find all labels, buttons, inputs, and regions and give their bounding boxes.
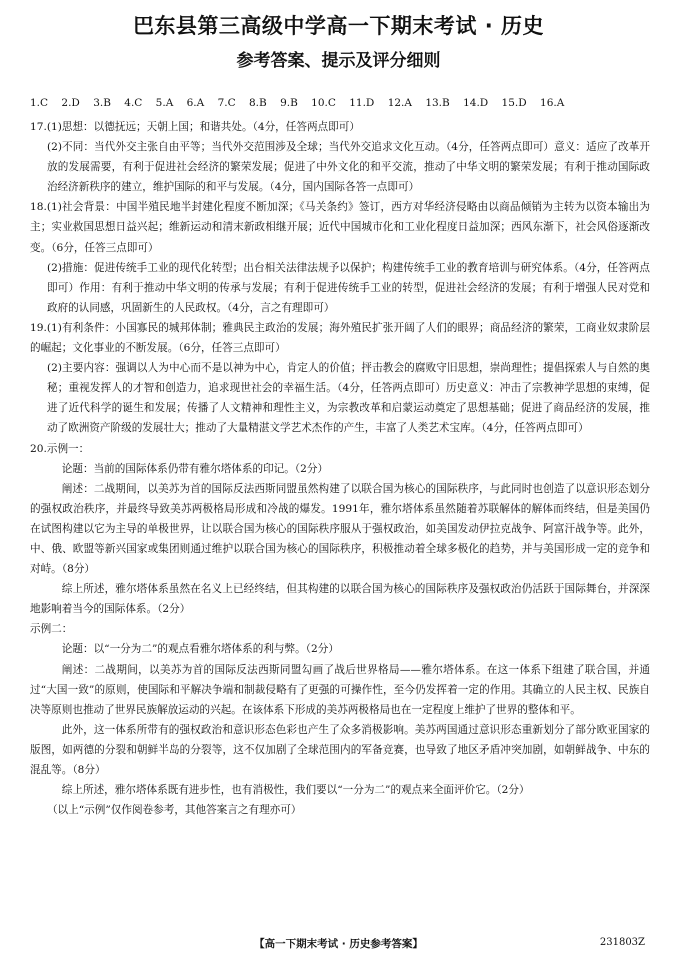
choice-answers-row (30, 97, 574, 109)
choice-answer: 1.C (30, 97, 49, 109)
choice-answer: 5.A (155, 97, 174, 109)
q19-part2: (2)主要内容：强调以人为中心而不是以神为中心，肯定人的价值；抨击教会的腐败守旧思想，崇尚理性；提倡探索人与自然的奥秘；重视发挥人的才智和创造力，追求现世社会的幸福生活。（4分，任答两点即可）历史意义：冲击了宗教神学思想的束缚，促进了近代科学的诞生和发展；传播了人文精神和理性主义，为宗教改革和启蒙运动奠定了思想基础；促进了商品经济的发展，推动了欧洲资产阶级的发展壮大；推动了大量精湛文学艺术杰作的产生，丰富了人类艺术宝库。（4分，任答两点即可） (46, 362, 650, 435)
q18-part2: (2)措施：促进传统手工业的现代化转型；出台相关法律法规予以保护；构建传统手工业的教育培训与研究体系。（4分，任答两点即可）作用：有利于推动中华文明的传承与发展；有利于促进传统手工业的转型，促进社会经济的发展；有利于增强人民对党和政府的认同感，巩固新生的人民政权。（4分，言之有理即可） (46, 261, 650, 314)
choice-answer: 3.B (93, 97, 111, 109)
choice-answer: 10.C (311, 97, 336, 109)
choice-answer: 16.A (540, 97, 565, 109)
q17-part1: 17.(1)思想：以德抚远；天朝上国；和谐共处。（4分，任答两点即可） (30, 121, 360, 133)
footer-label: 【高一下期末考试 · 历史参考答案】 (254, 938, 423, 950)
page-subtitle: 参考答案、提示及评分细则 (236, 51, 441, 71)
choice-answer: 15.D (501, 97, 527, 109)
choice-answer: 12.A (387, 97, 412, 109)
q20-example1-conclusion: 综上所述，雅尔塔体系虽然在名义上已经终结，但其构建的以联合国为核心的国际秩序及强权政治仍活跃于国际舞台，并深深地影响着当今的国际体系。（2分） (30, 583, 650, 616)
choice-answer: 9.B (280, 97, 298, 109)
q20-example2-heading: 示例二： (30, 623, 73, 636)
q18-part1: 18.(1)社会背景：中国半殖民地半封建化程度不断加深；《马关条约》签订，西方对华经济侵略由以商品倾销为主转为以资本输出为主；实业救国思想日益兴起；维新运动和清末新政相继开展；近代中国城市化和工业化程度日益加深；西风东渐下，社会风俗逐渐改变。（6分，任答三点即可） (30, 201, 650, 254)
choice-answer: 7.C (217, 97, 236, 109)
choice-answer: 8.B (248, 97, 267, 109)
choice-answer: 14.D (463, 97, 489, 109)
page-title: 巴东县第三高级中学高一下期末考试 · 历史 (132, 14, 545, 38)
q20-example1-thesis: 论题：当前的国际体系仍带有雅尔塔体系的印记。（2分） (61, 462, 329, 475)
choice-answer: 13.B (425, 97, 450, 109)
q20-example2-body: 此外，这一体系所带有的强权政治和意识形态色彩也产生了众多消极影响。美苏两国通过意识形态重新划分了部分欧亚国家的版图，如两德的分裂和朝鲜半岛的分裂等，这不仅加剧了全球范围内的军备竞赛，也导致了地区矛盾冲突加剧，如朝鲜战争、中东的混乱等。（8分） (30, 723, 650, 776)
document-code: 231803Z (599, 937, 645, 948)
q20-note: （以上“示例”仅作阅卷参考，其他答案言之有理亦可） (46, 804, 302, 817)
q17-part2: (2)不同：当代外交主张自由平等；当代外交范围涉及全球；当代外交追求文化互动。（4分，任答两点即可）意义：适应了改革开放的发展需要，有利于促进社会经济的繁荣发展；促进了中外文化的和平交流，推动了中华文明的繁荣发展；有利于推动国际政治经济新秩序的建立，维护国际的和平与发展。（4分，国内国际各答一点即可） (46, 141, 650, 194)
q19-part1: 19.(1)有利条件：小国寡民的城邦体制；雅典民主政治的发展；海外殖民扩张开阔了人们的眼界；商品经济的繁荣，工商业奴隶阶层的崛起；文化事业的不断发展。（6分，任答三点即可） (30, 321, 650, 355)
choice-answer: 4.C (124, 97, 143, 109)
q20-example2-conclusion: 综上所述，雅尔塔体系既有进步性，也有消极性，我们要以“一分为二”的观点来全面评价它。（2分） (61, 784, 530, 797)
q20-heading: 20.示例一： (30, 442, 90, 455)
answer-body (30, 117, 650, 820)
choice-answer: 2.D (61, 97, 80, 109)
q20-example2-thesis: 论题：以“一分为二”的观点看雅尔塔体系的利与弊。（2分） (61, 643, 339, 656)
choice-answer: 6.A (186, 97, 205, 109)
q20-example1-body: 阐述：二战期间，以美苏为首的国际反法西斯同盟虽然构建了以联合国为核心的国际秩序，与此同时也创造了以意识形态划分的强权政治秩序，并最终导致美苏两极格局形成和冷战的爆发。1991年，雅尔塔体系虽然随着苏联解体的解体而终结，但是美国仍在试图构建以它为主导的单极世界，让以联合国为核心的国际秩序服从于强权政治，如美国发动伊拉克战争、阿富汗战争等。此外，中、俄、欧盟等新兴国家或集团则通过维护以联合国为核心的国际秩序，积极推动着全球多极化的趋势，并与美国形成一定的竞争和对峙。（8分） (30, 482, 650, 576)
choice-answer: 11.D (349, 97, 375, 109)
q20-example2-body: 阐述：二战期间，以美苏为首的国际反法西斯同盟勾画了战后世界格局——雅尔塔体系。在这一体系下组建了联合国，并通过“大国一致”的原则，使国际和平解决争端和制裁侵略有了更强的可操作性，至今仍发挥着一定的作用。其确立的人民主权、民族自决等原则也推动了世界民族解放运动的兴起。在该体系下形成的美苏两极格局也在一定程度上维护了世界的整体和平。 (30, 663, 650, 716)
